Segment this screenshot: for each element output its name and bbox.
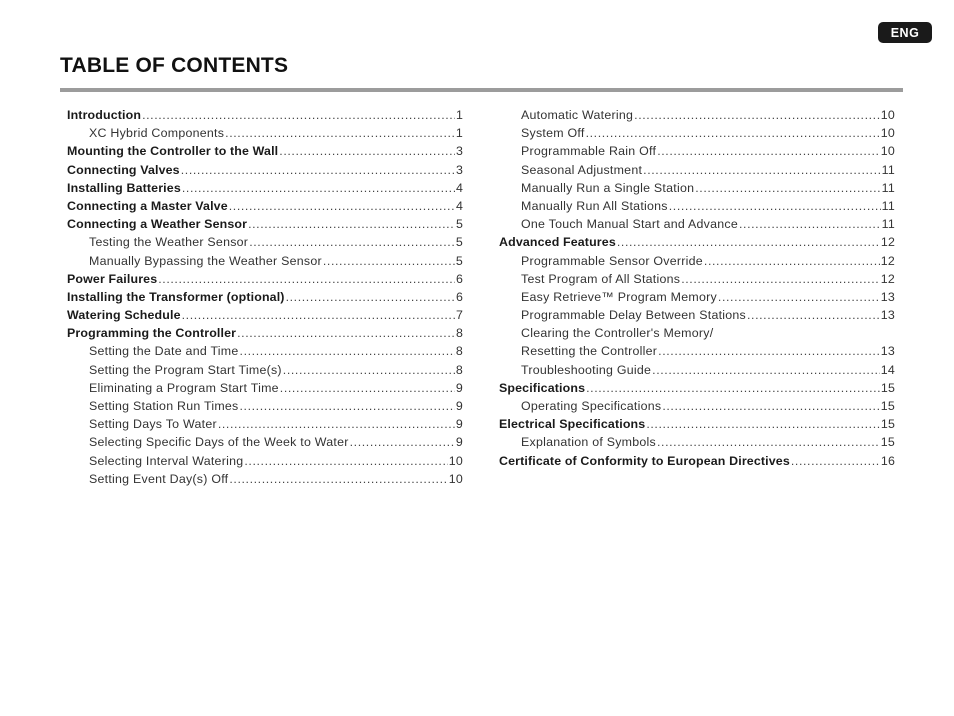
toc-entry[interactable] — [499, 181, 895, 199]
toc-entry-title: Setting Event Day(s) Off — [89, 471, 229, 486]
toc-entry-page-number: 9 — [455, 399, 463, 413]
toc-entry-title: Manually Run All Stations — [521, 198, 668, 213]
dot-leader — [240, 399, 455, 413]
toc-entry-title: Setting the Date and Time — [89, 344, 239, 359]
toc-entry-page-number: 12 — [880, 271, 895, 286]
toc-entry-page-number: 6 — [455, 271, 463, 286]
title-divider — [60, 88, 903, 92]
dot-leader — [244, 454, 447, 468]
toc-entry-page-number: 5 — [455, 253, 463, 268]
toc-entry[interactable] — [67, 454, 463, 472]
dot-leader — [747, 308, 880, 322]
toc-entry[interactable] — [67, 181, 463, 199]
dot-leader — [279, 144, 455, 158]
dot-leader — [704, 254, 880, 268]
dot-leader — [643, 163, 880, 177]
toc-entry-title: Easy Retrieve™ Program Memory — [521, 289, 717, 304]
dot-leader — [283, 363, 455, 377]
toc-entry-page-number: 13 — [880, 344, 895, 359]
toc-entry-page-number: 13 — [880, 289, 895, 304]
toc-entry-page-number: 4 — [455, 180, 463, 195]
dot-leader — [286, 290, 455, 304]
toc-entry[interactable] — [499, 290, 895, 308]
toc-entry-page-number: 13 — [880, 308, 895, 323]
toc-entry[interactable] — [67, 435, 463, 453]
toc-entry[interactable] — [499, 217, 895, 235]
toc-entry-title: Programming the Controller — [67, 326, 237, 341]
toc-entry-page-number: 4 — [455, 198, 463, 213]
toc-entry-page-number: 7 — [455, 308, 463, 323]
dot-leader — [182, 308, 455, 322]
toc-entry-title: Introduction — [67, 108, 142, 122]
toc-entry-page-number: 9 — [455, 435, 463, 450]
toc-entry-page-number: 3 — [455, 144, 463, 159]
toc-entry-title: Watering Schedule — [67, 308, 181, 323]
toc-entry-title: Specifications — [499, 380, 586, 395]
toc-entry[interactable] — [499, 144, 895, 162]
dot-leader — [718, 290, 880, 304]
dot-leader — [350, 435, 455, 449]
toc-entry-title: Connecting a Weather Sensor — [67, 217, 248, 232]
toc-entry-page-number: 3 — [455, 162, 463, 177]
toc-entry[interactable] — [67, 199, 463, 217]
toc-entry-title: Explanation of Symbols — [521, 435, 656, 450]
toc-entry-title: Troubleshooting Guide — [521, 362, 652, 377]
toc-entry[interactable] — [499, 417, 895, 435]
toc-entry[interactable] — [67, 399, 463, 417]
toc-entry[interactable] — [499, 126, 895, 144]
toc-entry-title: Selecting Interval Watering — [89, 453, 244, 468]
toc-entry-page-number: 15 — [880, 380, 895, 395]
dot-leader — [791, 454, 880, 468]
toc-entry-title: Manually Bypassing the Weather Sensor — [89, 253, 322, 268]
toc-entry-title: Programmable Sensor Override — [521, 253, 703, 268]
page-title: TABLE OF CONTENTS — [60, 54, 289, 77]
toc-entry-page-number: 16 — [880, 453, 895, 468]
toc-entry-page-number: 11 — [881, 217, 895, 232]
toc-entry-page-number: 5 — [455, 235, 463, 250]
toc-entry[interactable] — [499, 235, 895, 253]
toc-entry-title: Certificate of Conformity to European Directives — [499, 453, 790, 468]
dot-leader — [617, 235, 880, 249]
toc-entry[interactable] — [499, 363, 895, 381]
dot-leader — [142, 108, 455, 122]
toc-entry-page-number: 8 — [455, 326, 463, 341]
toc-entry-page-number: 8 — [455, 344, 463, 359]
dot-leader — [280, 381, 455, 395]
toc-entry-title: Selecting Specific Days of the Week to Water — [89, 435, 349, 450]
toc-entry[interactable] — [499, 399, 895, 417]
toc-entry-page-number: 10 — [880, 126, 895, 141]
toc-entry-page-number: 6 — [455, 289, 463, 304]
toc-entry[interactable] — [67, 290, 463, 308]
toc-entry-page-number: 11 — [881, 162, 895, 177]
toc-entry-page-number: 1 — [455, 126, 463, 141]
toc-entry-title: Testing the Weather Sensor — [89, 235, 249, 250]
dot-leader — [248, 217, 455, 231]
toc-entry-title: Installing the Transformer (optional) — [67, 289, 285, 304]
toc-entry-page-number: 15 — [880, 435, 895, 450]
dot-leader — [323, 254, 455, 268]
toc-entry-title: Setting the Program Start Time(s) — [89, 362, 282, 377]
toc-entry-title: Manually Run a Single Station — [521, 180, 695, 195]
toc-entry-page-number: 12 — [880, 253, 895, 268]
toc-entry-title: Connecting a Master Valve — [67, 198, 228, 213]
dot-leader — [218, 417, 455, 431]
toc-entry-title: Mounting the Controller to the Wall — [67, 144, 279, 159]
toc-entry-title: Programmable Delay Between Stations — [521, 308, 747, 323]
toc-entry[interactable] — [67, 272, 463, 290]
toc-entry-page-number: 8 — [455, 362, 463, 377]
toc-entry[interactable] — [67, 326, 463, 344]
toc-entry[interactable] — [499, 199, 895, 217]
toc-entry[interactable] — [499, 435, 895, 453]
dot-leader — [657, 144, 880, 158]
dot-leader — [249, 235, 455, 249]
toc-entry[interactable] — [499, 344, 895, 362]
toc-entry[interactable] — [67, 163, 463, 181]
dot-leader — [662, 399, 879, 413]
dot-leader — [229, 472, 447, 486]
dot-leader — [652, 363, 880, 377]
toc-entry-title: Installing Batteries — [67, 180, 181, 195]
toc-entry-title: Power Failures — [67, 271, 158, 286]
toc-entry-page-number: 15 — [880, 417, 895, 432]
dot-leader — [739, 217, 881, 231]
toc-entry[interactable] — [67, 344, 463, 362]
dot-leader — [586, 126, 880, 140]
toc-entry-page-number: 11 — [881, 198, 895, 213]
toc-entry-page-number: 10 — [448, 453, 463, 468]
toc-entry-title: Automatic Watering — [521, 108, 634, 122]
toc-entry[interactable] — [67, 235, 463, 253]
toc-entry-page-number: 10 — [448, 471, 463, 486]
dot-leader — [681, 272, 880, 286]
toc-entry[interactable] — [67, 417, 463, 435]
dot-leader — [229, 199, 455, 213]
dot-leader — [646, 417, 880, 431]
toc-column-left — [67, 108, 463, 490]
toc-entry-title: Connecting Valves — [67, 162, 180, 177]
dot-leader — [634, 108, 880, 122]
toc-entry-title: System Off — [521, 126, 585, 141]
toc-entry-title: Test Program of All Stations — [521, 271, 681, 286]
toc-entry-page-number: 11 — [881, 180, 895, 195]
toc-entry-page-number: 5 — [455, 217, 463, 232]
toc-entry[interactable] — [499, 326, 895, 344]
toc-entry-title: One Touch Manual Start and Advance — [521, 217, 738, 232]
dot-leader — [657, 435, 880, 449]
toc-entry[interactable] — [499, 381, 895, 399]
toc-entry-page-number: 10 — [880, 144, 895, 159]
toc-entry[interactable] — [499, 454, 895, 472]
toc-entry[interactable] — [67, 254, 463, 272]
toc-entry-page-number: 9 — [455, 380, 463, 395]
dot-leader — [695, 181, 880, 195]
dot-leader — [158, 272, 455, 286]
toc-entry-page-number: 1 — [455, 108, 463, 122]
toc-entry-page-number: 15 — [880, 399, 895, 413]
toc-entry[interactable] — [499, 108, 895, 126]
toc-entry[interactable] — [499, 272, 895, 290]
dot-leader — [658, 344, 880, 358]
toc-entry-page-number: 9 — [455, 417, 463, 432]
toc-entry-page-number: 14 — [880, 362, 895, 377]
toc-column-right — [499, 108, 895, 472]
dot-leader — [182, 181, 455, 195]
language-badge: ENG — [878, 22, 932, 43]
dot-leader — [669, 199, 881, 213]
toc-entry-title: Seasonal Adjustment — [521, 162, 643, 177]
toc-entry[interactable] — [499, 308, 895, 326]
dot-leader — [225, 126, 455, 140]
toc-entry-title: Advanced Features — [499, 235, 616, 250]
toc-entry-page-number: 10 — [880, 108, 895, 122]
dot-leader — [181, 163, 455, 177]
dot-leader — [586, 381, 880, 395]
toc-entry[interactable] — [499, 163, 895, 181]
toc-entry-title: Resetting the Controller — [521, 344, 658, 359]
toc-entry-title: Eliminating a Program Start Time — [89, 380, 279, 395]
toc-entry[interactable] — [499, 254, 895, 272]
toc-entry[interactable] — [67, 308, 463, 326]
toc-entry-title: Setting Days To Water — [89, 417, 217, 432]
toc-entry-title: Programmable Rain Off — [521, 144, 657, 159]
toc-entry-title: Electrical Specifications — [499, 417, 646, 432]
toc-entry[interactable] — [67, 363, 463, 381]
toc-entry[interactable] — [67, 144, 463, 162]
dot-leader — [240, 344, 455, 358]
toc-entry[interactable] — [67, 381, 463, 399]
toc-entry[interactable] — [67, 126, 463, 144]
toc-entry-title: Clearing the Controller's Memory/ — [521, 326, 714, 341]
toc-entry-title: Setting Station Run Times — [89, 399, 239, 413]
toc-entry-page-number: 12 — [880, 235, 895, 250]
toc-entry-title: XC Hybrid Components — [89, 126, 225, 141]
toc-entry[interactable] — [67, 217, 463, 235]
toc-entry-title: Operating Specifications — [521, 399, 662, 413]
toc-entry[interactable] — [67, 472, 463, 490]
toc-entry[interactable] — [67, 108, 463, 126]
dot-leader — [237, 326, 455, 340]
